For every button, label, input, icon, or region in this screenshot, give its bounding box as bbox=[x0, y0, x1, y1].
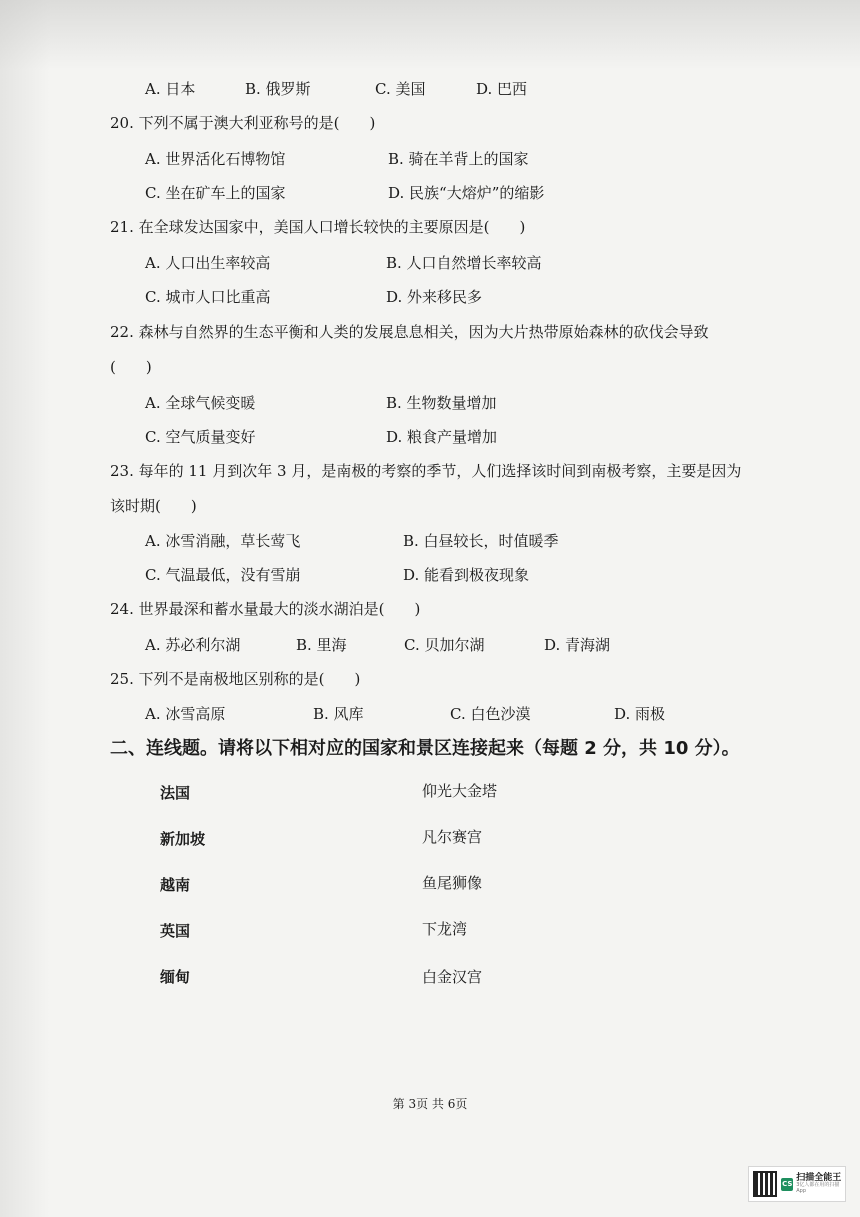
option-a[interactable]: A. 苏必利尔湖 bbox=[145, 636, 241, 654]
option-a[interactable]: A. 日本 bbox=[145, 80, 196, 98]
qr-code-icon bbox=[753, 1171, 777, 1197]
option-c[interactable]: C. 坐在矿车上的国家 bbox=[145, 184, 286, 202]
site-item[interactable]: 凡尔赛宫 bbox=[422, 828, 483, 846]
option-d[interactable]: D. 外来移民多 bbox=[386, 288, 483, 306]
section-2-title: 二、连线题。请将以下相对应的国家和景区连接起来（每题 2 分，共 10 分）。 bbox=[110, 738, 740, 759]
badge-title: 扫描全能王 bbox=[796, 1172, 842, 1183]
question-stem: 23. 每年的 11 月到次年 3 月，是南极的考察的季节，人们选择该时间到南极考察，主要是因为 bbox=[110, 462, 742, 480]
badge-subtitle: 3亿人都在用的扫描App bbox=[796, 1182, 840, 1194]
site-item[interactable]: 白金汉宫 bbox=[422, 968, 483, 986]
country-item[interactable]: 缅甸 bbox=[160, 968, 191, 986]
option-d[interactable]: D. 雨极 bbox=[614, 705, 666, 723]
option-b[interactable]: B. 骑在羊背上的国家 bbox=[388, 150, 529, 168]
option-a[interactable]: A. 全球气候变暖 bbox=[145, 394, 256, 412]
country-item[interactable]: 新加坡 bbox=[160, 830, 206, 848]
option-b[interactable]: B. 人口自然增长率较高 bbox=[386, 254, 542, 272]
country-item[interactable]: 英国 bbox=[160, 922, 191, 940]
country-item[interactable]: 越南 bbox=[160, 876, 191, 894]
option-d[interactable]: D. 粮食产量增加 bbox=[386, 428, 498, 446]
question-stem: 20. 下列不属于澳大利亚称号的是( ) bbox=[110, 114, 376, 132]
option-b[interactable]: B. 风库 bbox=[313, 705, 364, 723]
option-d[interactable]: D. 民族“大熔炉”的缩影 bbox=[388, 184, 545, 202]
option-b[interactable]: B. 俄罗斯 bbox=[245, 80, 311, 98]
question-stem-continued: ( ) bbox=[110, 358, 152, 376]
scanner-badge bbox=[748, 1166, 846, 1202]
option-b[interactable]: B. 里海 bbox=[296, 636, 347, 654]
option-c[interactable]: C. 气温最低，没有雪崩 bbox=[145, 566, 301, 584]
scan-shadow-top bbox=[0, 0, 860, 70]
option-a[interactable]: A. 人口出生率较高 bbox=[145, 254, 271, 272]
option-d[interactable]: D. 巴西 bbox=[476, 80, 528, 98]
option-c[interactable]: C. 空气质量变好 bbox=[145, 428, 256, 446]
question-stem: 22. 森林与自然界的生态平衡和人类的发展息息相关，因为大片热带原始森林的砍伐会导致 bbox=[110, 323, 709, 341]
option-c[interactable]: C. 美国 bbox=[375, 80, 426, 98]
site-item[interactable]: 鱼尾狮像 bbox=[422, 874, 483, 892]
option-a[interactable]: A. 冰雪消融，草长莺飞 bbox=[145, 532, 301, 550]
scan-shadow-left bbox=[0, 0, 50, 1217]
option-d[interactable]: D. 能看到极夜现象 bbox=[403, 566, 530, 584]
option-a[interactable]: A. 冰雪高原 bbox=[145, 705, 226, 723]
site-item[interactable]: 仰光大金塔 bbox=[422, 782, 498, 800]
question-stem: 25. 下列不是南极地区别称的是( ) bbox=[110, 670, 361, 688]
option-c[interactable]: C. 白色沙漠 bbox=[450, 705, 531, 723]
option-a[interactable]: A. 世界活化石博物馆 bbox=[145, 150, 286, 168]
option-b[interactable]: B. 生物数量增加 bbox=[386, 394, 497, 412]
site-item[interactable]: 下龙湾 bbox=[422, 920, 468, 938]
page-number: 第 3页 共 6页 bbox=[392, 1097, 468, 1111]
country-item[interactable]: 法国 bbox=[160, 784, 191, 802]
question-stem: 21. 在全球发达国家中，美国人口增长较快的主要原因是( ) bbox=[110, 218, 526, 236]
camscanner-logo-icon: CS bbox=[781, 1178, 793, 1191]
option-d[interactable]: D. 青海湖 bbox=[544, 636, 611, 654]
question-stem-continued: 该时期( ) bbox=[110, 497, 197, 515]
option-c[interactable]: C. 贝加尔湖 bbox=[404, 636, 485, 654]
question-stem: 24. 世界最深和蓄水量最大的淡水湖泊是( ) bbox=[110, 600, 421, 618]
option-c[interactable]: C. 城市人口比重高 bbox=[145, 288, 271, 306]
option-b[interactable]: B. 白昼较长，时值暖季 bbox=[403, 532, 559, 550]
